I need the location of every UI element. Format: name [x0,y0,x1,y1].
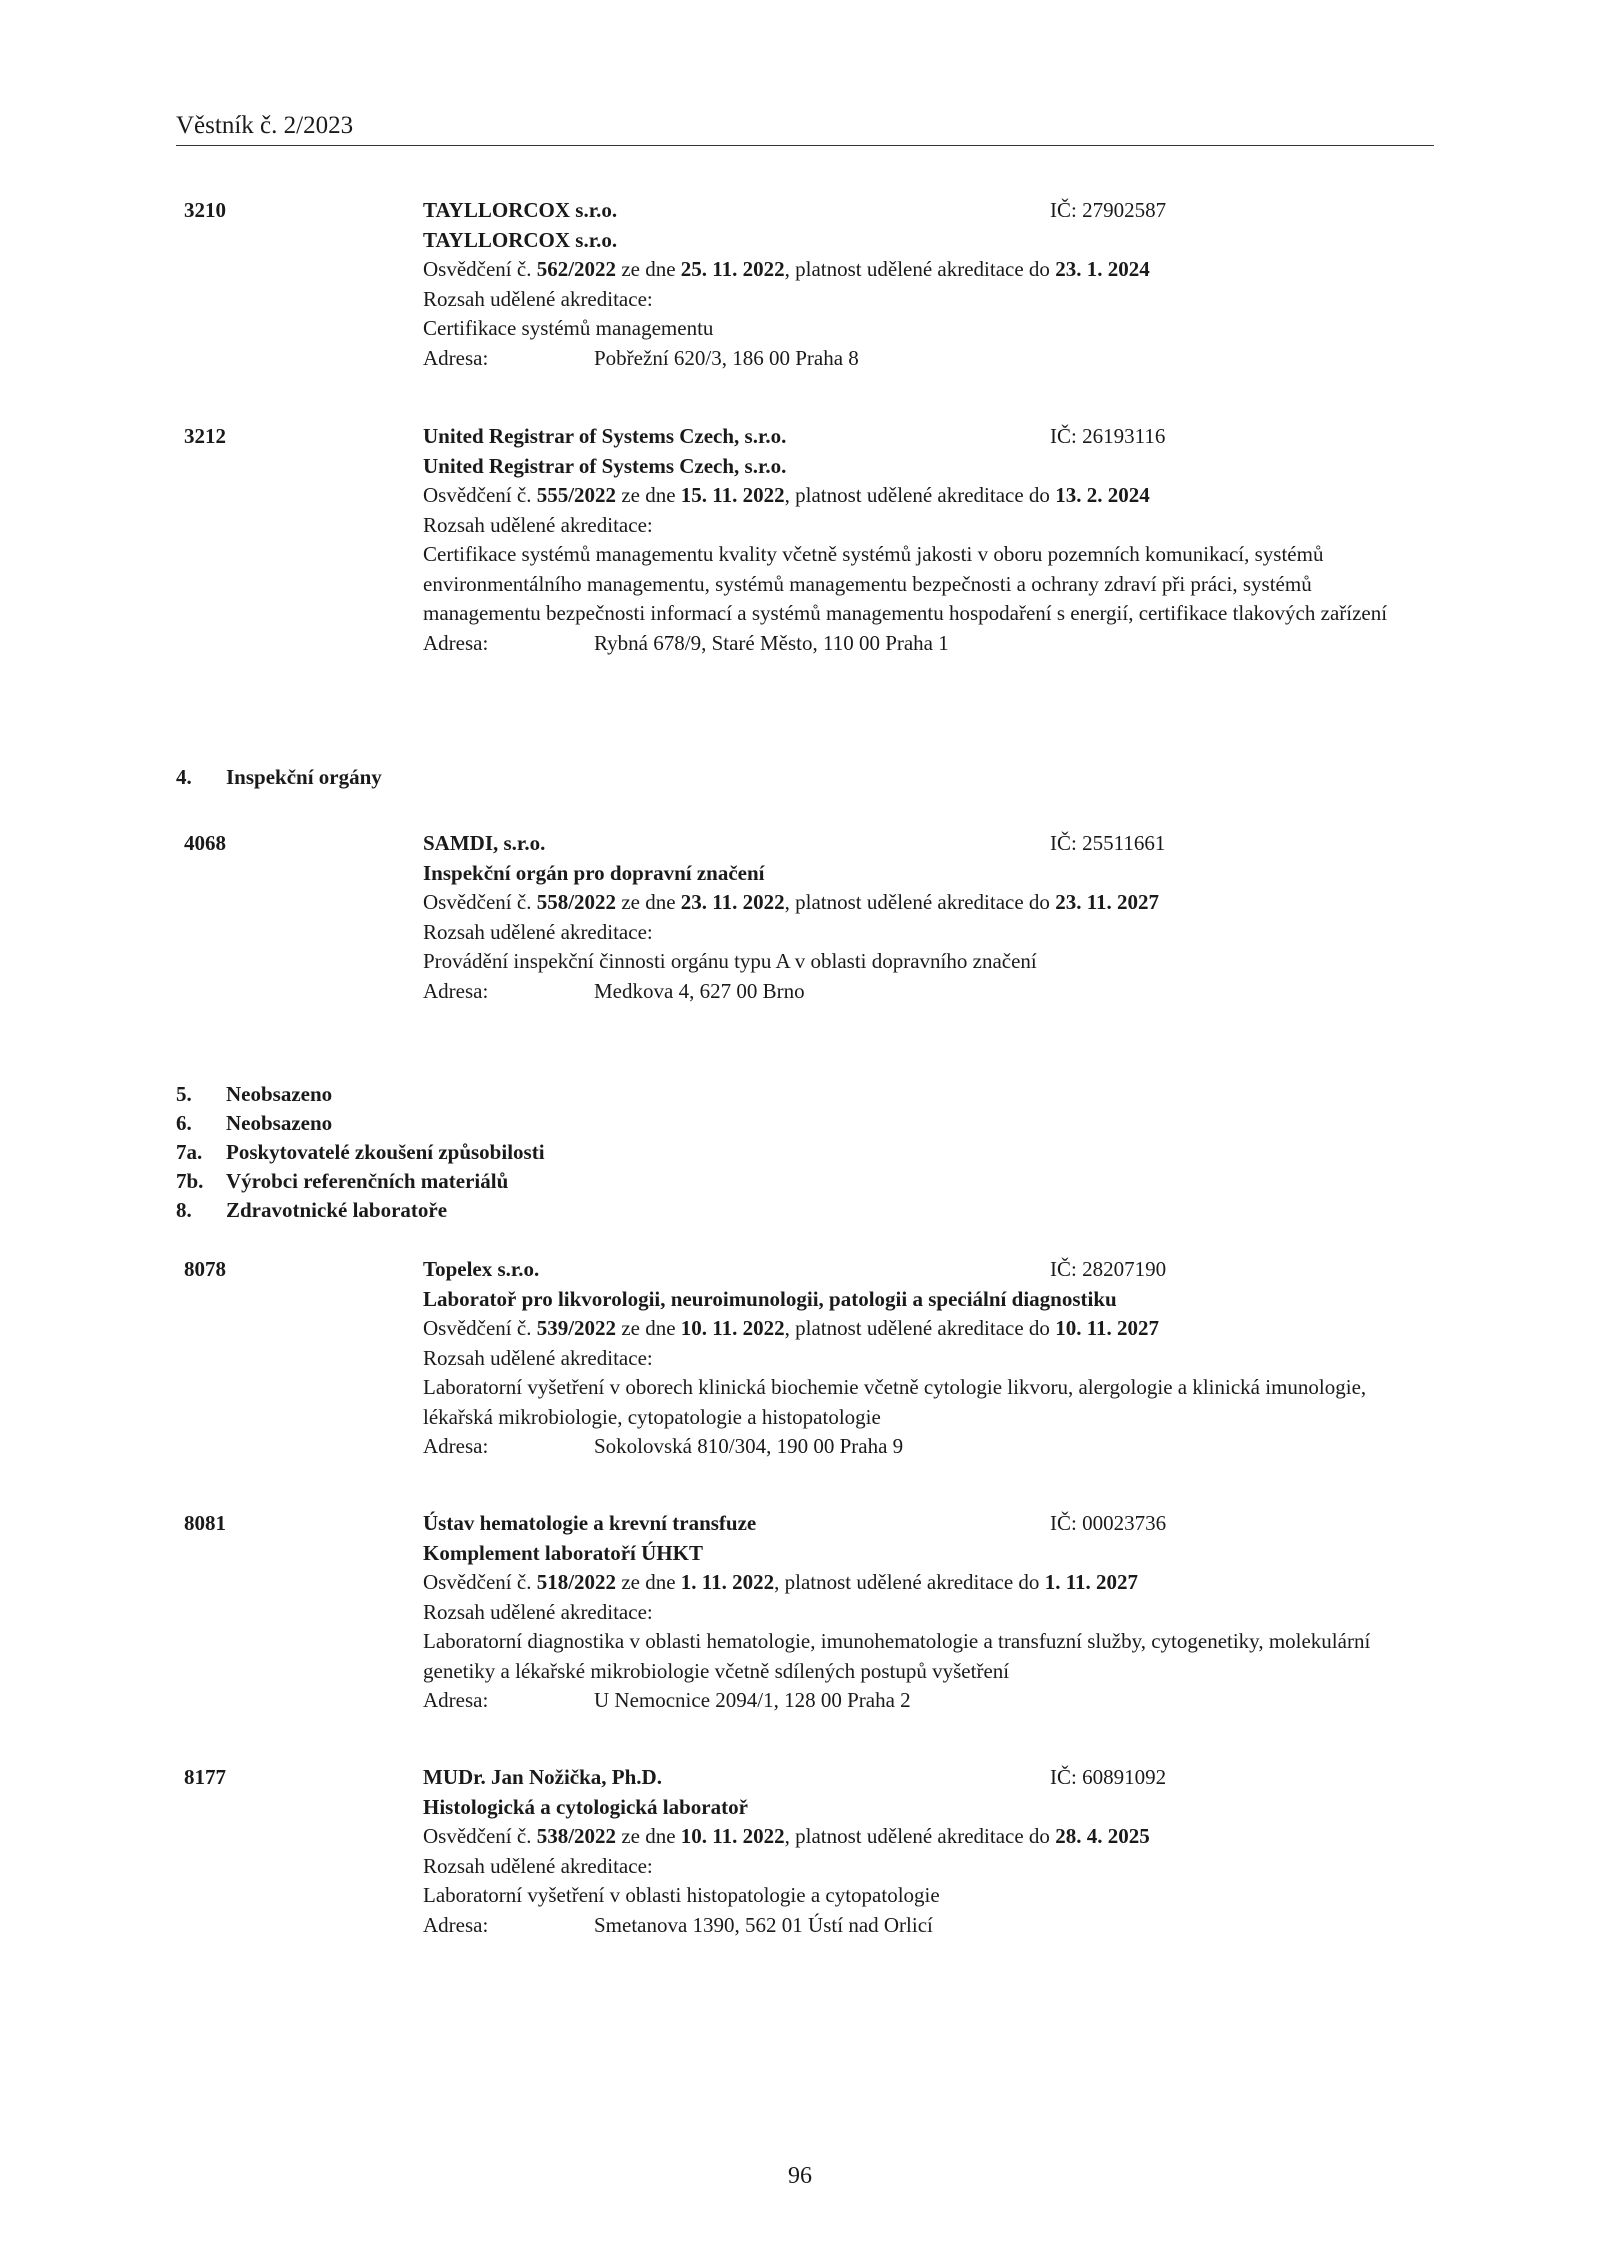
organization-unit: Histologická a cytologická laboratoř [423,1794,748,1819]
ic-field [1050,196,1166,226]
entry-subtitle-row [423,1793,1423,1823]
organization-unit: Komplement laboratoří ÚHKT [423,1540,703,1565]
date-word: ze dne [621,1316,676,1340]
scope-text: Laboratorní vyšetření v oblasti histopatologie a cytopatologie [423,1883,940,1907]
certificate-label: Osvědčení č. [423,1824,532,1848]
ic-value: 27902587 [1082,198,1167,222]
section-item [176,1138,545,1167]
scope-label-row [423,285,1423,315]
address-value: U Nemocnice 2094/1, 128 00 Praha 2 [594,1688,911,1712]
address-value: Smetanova 1390, 562 01 Ústí nad Orlicí [594,1912,933,1937]
certificate-number: 558/2022 [536,890,617,914]
page-number: 96 [788,2163,812,2189]
ic-value: 25511661 [1082,831,1166,855]
organization-unit: Laboratoř pro likvorologii, neuroimunologii, patologii a speciální diagnostiku [423,1286,1117,1311]
ic-field [1050,422,1165,452]
section-number: 7a. [176,1140,203,1164]
address-row [423,344,1423,374]
scope-text: Certifikace systémů managementu kvality včetně systémů jakosti v oboru pozemních komunikací, systémů environmentálního managementu, systémů managementu bezpečnosti a ochrany zdraví při práci, systémů managementu bezpečnosti informací a systémů managementu hospodaření s energií, certifikace tlakových zařízení [423,542,1388,625]
ic-label: IČ: [1050,424,1077,448]
entry-body [423,829,1423,1006]
organization-name: Ústav hematologie a krevní transfuze [423,1511,757,1535]
validity-text: , platnost udělené akreditace do [784,257,1050,281]
section-number: 5. [176,1082,192,1106]
entry-subtitle-row [423,1285,1423,1315]
organization-unit: Inspekční orgán pro dopravní značení [423,860,765,885]
entry-number: 8081 [184,1511,226,1535]
organization-name: TAYLLORCOX s.r.o. [423,198,618,222]
section-number: 8. [176,1198,192,1222]
scope-label: Rozsah udělené akreditace: [423,1345,653,1370]
certificate-label: Osvědčení č. [423,890,532,914]
address-value: Sokolovská 810/304, 190 00 Praha 9 [594,1434,904,1458]
section-item [176,1167,545,1196]
scope-text: Laboratorní diagnostika v oblasti hematologie, imunohematologie a transfuzní služby, cytogenetiky, molekulární genetiky a lékařské mikrobiologie včetně sdílených postupů vyšetření [423,1629,1371,1683]
certificate-date: 23. 11. 2022 [680,890,785,914]
scope-label-row [423,1344,1423,1374]
organization-name: Topelex s.r.o. [423,1257,540,1281]
address-row [423,629,1423,659]
certificate-row [423,1568,1423,1598]
organization-name: MUDr. Jan Nožička, Ph.D. [423,1765,662,1789]
address-label: Adresa: [423,978,489,1003]
certificate-label: Osvědčení č. [423,1570,532,1594]
scope-label: Rozsah udělené akreditace: [423,1853,653,1878]
address-value: Rybná 678/9, Staré Město, 110 00 Praha 1 [594,630,949,655]
section-item [176,1080,545,1109]
certificate-number: 538/2022 [536,1824,617,1848]
scope-text: Laboratorní vyšetření v oborech klinická biochemie včetně cytologie likvoru, alergologie a klinická imunologie, lékařská mikrobiologie, cytopatologie a histopatologie [423,1375,1367,1429]
ic-label: IČ: [1050,198,1077,222]
scope-label-row [423,1598,1423,1628]
address-row [423,1686,1423,1716]
address-row [423,1911,1423,1941]
section-title: Výrobci referenčních materiálů [226,1169,509,1193]
entry-subtitle-row [423,1539,1423,1569]
certificate-date: 10. 11. 2022 [680,1316,785,1340]
organization-unit: United Registrar of Systems Czech, s.r.o. [423,453,787,478]
address-value: Medkova 4, 627 00 Brno [594,978,805,1003]
ic-label: IČ: [1050,831,1077,855]
validity-text: , platnost udělené akreditace do [784,1316,1050,1340]
validity-text: , platnost udělené akreditace do [784,890,1050,914]
organization-unit: TAYLLORCOX s.r.o. [423,227,618,252]
scope-text: Provádění inspekční činnosti orgánu typu A v oblasti dopravního značení [423,949,1037,973]
date-word: ze dne [621,483,676,507]
entry-name-row [423,422,1423,452]
ic-value: 28207190 [1082,1257,1167,1281]
header-rule [176,145,1434,146]
validity-text: , platnost udělené akreditace do [784,1824,1050,1848]
certificate-row [423,481,1423,511]
entry-name-row [423,1763,1423,1793]
entry-body [423,1763,1423,1940]
entry-number: 8177 [184,1765,226,1789]
entry-body [423,196,1423,373]
section-item [176,1196,545,1225]
valid-until-date: 23. 1. 2024 [1055,257,1150,281]
section-title: Neobsazeno [226,1082,333,1106]
section-item [176,1109,545,1138]
entry-number: 3212 [184,424,226,448]
certificate-row [423,255,1423,285]
date-word: ze dne [621,1570,676,1594]
date-word: ze dne [621,1824,676,1848]
address-label: Adresa: [423,630,489,655]
address-label: Adresa: [423,1912,489,1937]
valid-until-date: 10. 11. 2027 [1055,1316,1160,1340]
certificate-number: 539/2022 [536,1316,617,1340]
section-number: 7b. [176,1169,204,1193]
organization-name: SAMDI, s.r.o. [423,831,546,855]
ic-value: 60891092 [1082,1765,1167,1789]
entry-number: 8078 [184,1257,226,1281]
entry-name-row [423,196,1423,226]
valid-until-date: 13. 2. 2024 [1055,483,1150,507]
entry-name-row [423,829,1423,859]
scope-label-row [423,918,1423,948]
address-row [423,977,1423,1007]
scope-label: Rozsah udělené akreditace: [423,919,653,944]
certificate-number: 562/2022 [536,257,617,281]
certificate-date: 10. 11. 2022 [680,1824,785,1848]
certificate-date: 15. 11. 2022 [680,483,785,507]
valid-until-date: 28. 4. 2025 [1055,1824,1150,1848]
running-header: Věstník č. 2/2023 [176,112,354,139]
scope-label: Rozsah udělené akreditace: [423,512,653,537]
entry-number: 4068 [184,831,226,855]
address-label: Adresa: [423,1688,489,1712]
entry-number: 3210 [184,198,226,222]
address-value: Pobřežní 620/3, 186 00 Praha 8 [594,345,859,370]
ic-label: IČ: [1050,1765,1077,1789]
address-label: Adresa: [423,1434,489,1458]
entry-body [423,422,1423,658]
scope-label: Rozsah udělené akreditace: [423,1599,653,1624]
certificate-row [423,888,1423,918]
date-word: ze dne [621,257,676,281]
scope-label: Rozsah udělené akreditace: [423,286,653,311]
section-heading-4 [176,763,382,793]
entry-subtitle-row [423,859,1423,889]
scope-label-row [423,511,1423,541]
address-row [423,1432,1423,1462]
section-title: Inspekční orgány [226,765,382,789]
section-title: Neobsazeno [226,1111,333,1135]
section-number: 4. [176,765,192,789]
validity-text: , platnost udělené akreditace do [774,1570,1040,1594]
scope-text: Certifikace systémů managementu [423,316,714,340]
entry-name-row [423,1509,1423,1539]
certificate-row [423,1314,1423,1344]
scope-label-row [423,1852,1423,1882]
certificate-number: 518/2022 [536,1570,617,1594]
ic-label: IČ: [1050,1257,1077,1281]
ic-label: IČ: [1050,1511,1077,1535]
date-word: ze dne [621,890,676,914]
certificate-row [423,1822,1423,1852]
ic-field [1050,1255,1166,1285]
entry-body [423,1255,1423,1462]
ic-field [1050,1763,1166,1793]
section-list [176,1080,545,1225]
entry-body [423,1509,1423,1716]
certificate-label: Osvědčení č. [423,257,532,281]
ic-field [1050,1509,1166,1539]
validity-text: , platnost udělené akreditace do [784,483,1050,507]
valid-until-date: 1. 11. 2027 [1044,1570,1139,1594]
organization-name: United Registrar of Systems Czech, s.r.o. [423,424,787,448]
certificate-date: 25. 11. 2022 [680,257,785,281]
ic-field [1050,829,1165,859]
certificate-number: 555/2022 [536,483,617,507]
ic-value: 26193116 [1082,424,1166,448]
certificate-date: 1. 11. 2022 [680,1570,775,1594]
section-title: Poskytovatelé zkoušení způsobilosti [226,1140,545,1164]
ic-value: 00023736 [1082,1511,1167,1535]
certificate-label: Osvědčení č. [423,1316,532,1340]
entry-subtitle-row [423,452,1423,482]
section-number: 6. [176,1111,192,1135]
entry-subtitle-row [423,226,1423,256]
address-label: Adresa: [423,345,489,370]
valid-until-date: 23. 11. 2027 [1055,890,1160,914]
entry-name-row [423,1255,1423,1285]
section-title: Zdravotnické laboratoře [226,1198,448,1222]
certificate-label: Osvědčení č. [423,483,532,507]
